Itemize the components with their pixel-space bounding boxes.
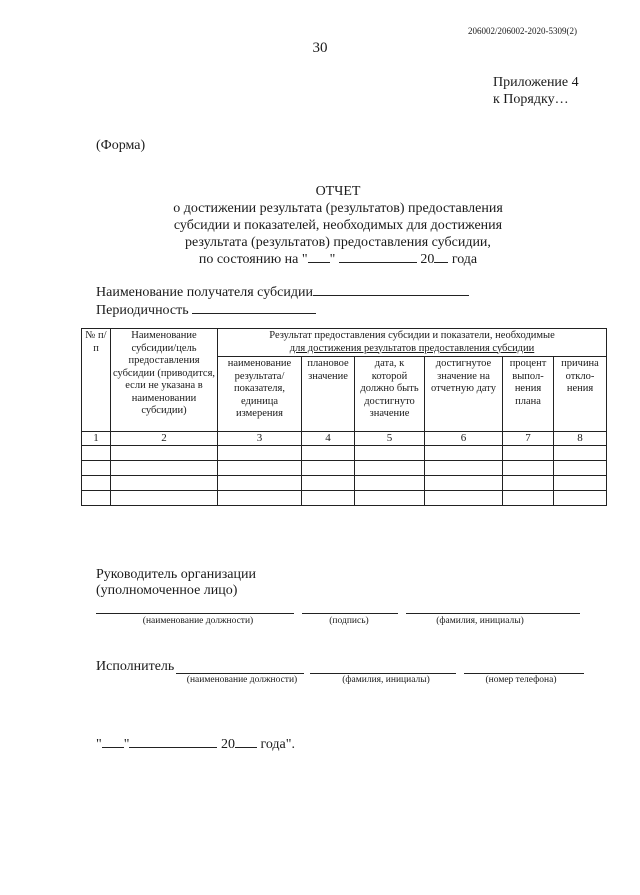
head-position-line[interactable]: [96, 613, 294, 614]
date-day-blank[interactable]: [102, 735, 124, 748]
column-number: 8: [554, 432, 607, 446]
title-line-2: о достижении результата (результатов) предоставления: [173, 201, 503, 216]
table-header-row: [82, 329, 607, 357]
column-number: 3: [218, 432, 302, 446]
column-number: 6: [425, 432, 503, 446]
table-cell[interactable]: [218, 491, 302, 506]
head-name-line[interactable]: [406, 613, 580, 614]
table-cell[interactable]: [355, 461, 425, 476]
table-cell[interactable]: [111, 446, 218, 461]
table-row: [82, 446, 607, 461]
title-line-1: ОТЧЕТ: [315, 184, 361, 199]
head-signature-block: [96, 567, 256, 599]
head-title-line-2: (уполномоченное лицо): [96, 583, 238, 598]
executor-phone-line[interactable]: [464, 673, 584, 674]
head-signature-line[interactable]: [302, 613, 398, 614]
column-number-row: [82, 432, 607, 446]
recipient-input[interactable]: [313, 283, 469, 296]
periodicity-label: Периодичность: [96, 303, 189, 318]
page-number: 30: [312, 40, 328, 56]
table-cell[interactable]: [355, 446, 425, 461]
table-cell[interactable]: [302, 446, 355, 461]
table-cell[interactable]: [218, 461, 302, 476]
year-word: года: [451, 252, 478, 267]
group-header-line-1: Результат предоставления субсидии и показатели, необходимые: [269, 330, 555, 341]
annex-line-2: к Порядку…: [493, 92, 569, 107]
title-line-4: результата (результатов) предоставления субсидии,: [185, 235, 491, 250]
header-group: [218, 329, 607, 357]
date-line: [96, 735, 295, 753]
header-plan-percent: процент выпол-нения плана: [503, 357, 554, 432]
header-planned-value: плановое значение: [302, 357, 355, 432]
date-year-blank[interactable]: [235, 735, 257, 748]
caption-executor-position: (наименование должности): [186, 675, 298, 685]
report-table: [81, 328, 607, 506]
header-subsidy: Наименование субсидии/цель предоставления субсидии (приводится, если не указана в наименовании субсидии): [111, 329, 218, 432]
table-cell[interactable]: [503, 461, 554, 476]
caption-executor-phone: (номер телефона): [485, 675, 557, 685]
table-cell[interactable]: [82, 491, 111, 506]
recipient-fields: [96, 283, 469, 319]
column-number: 1: [82, 432, 111, 446]
table-cell[interactable]: [111, 491, 218, 506]
column-number: 4: [302, 432, 355, 446]
head-title-line-1: Руководитель организации: [96, 567, 256, 582]
document-number: 206002/206002-2020-5309(2): [468, 26, 577, 36]
executor-label: Исполнитель: [96, 659, 175, 674]
title-line-3: субсидии и показателей, необходимых для достижения: [173, 218, 503, 233]
caption-name: (фамилия, инициалы): [436, 616, 524, 626]
date-quote-close: ": [123, 737, 130, 752]
column-number: 7: [503, 432, 554, 446]
column-number: 2: [111, 432, 218, 446]
day-blank[interactable]: [308, 251, 330, 263]
table-cell[interactable]: [554, 476, 607, 491]
table-cell[interactable]: [82, 476, 111, 491]
table-cell[interactable]: [503, 491, 554, 506]
year-blank[interactable]: [434, 251, 448, 263]
table-cell[interactable]: [302, 491, 355, 506]
table-cell[interactable]: [82, 461, 111, 476]
table-cell[interactable]: [425, 446, 503, 461]
date-year-word: года".: [260, 737, 295, 752]
header-target-date: дата, к которой должно быть достигнуто значение: [355, 357, 425, 432]
table-cell[interactable]: [355, 476, 425, 491]
executor-name-line[interactable]: [310, 673, 456, 674]
table-cell[interactable]: [302, 461, 355, 476]
title-line-5: [0, 251, 640, 268]
header-number: № п/п: [82, 329, 111, 432]
caption-executor-name: (фамилия, инициалы): [342, 675, 430, 685]
date-month-blank[interactable]: [129, 735, 217, 748]
periodicity-input[interactable]: [192, 301, 316, 314]
annex-reference: [493, 74, 579, 108]
table-cell[interactable]: [554, 446, 607, 461]
table-cell[interactable]: [355, 491, 425, 506]
caption-position: (наименование должности): [142, 616, 254, 626]
table-cell[interactable]: [425, 491, 503, 506]
date-quote: ": [329, 252, 336, 267]
header-result-name: наименование результата/ показателя, единица измерения: [218, 357, 302, 432]
caption-signature: (подпись): [329, 616, 369, 626]
month-blank[interactable]: [339, 251, 417, 263]
table-cell[interactable]: [218, 446, 302, 461]
table-cell[interactable]: [218, 476, 302, 491]
group-header-line-2: для достижения результатов предоставления субсидии: [289, 342, 535, 354]
report-title: [0, 183, 640, 268]
recipient-label: Наименование получателя субсидии: [96, 285, 313, 300]
table-cell[interactable]: [554, 461, 607, 476]
annex-line-1: Приложение 4: [493, 75, 579, 90]
date-year-prefix: 20: [220, 737, 235, 752]
table-row: [82, 461, 607, 476]
table-cell[interactable]: [425, 476, 503, 491]
table-cell[interactable]: [111, 476, 218, 491]
date-quote-open: ": [96, 737, 102, 752]
table-row: [82, 491, 607, 506]
table-cell[interactable]: [302, 476, 355, 491]
table-cell[interactable]: [503, 446, 554, 461]
form-label: (Форма): [96, 138, 146, 153]
table-cell[interactable]: [554, 491, 607, 506]
table-cell[interactable]: [82, 446, 111, 461]
column-number: 5: [355, 432, 425, 446]
table-cell[interactable]: [111, 461, 218, 476]
table-row: [82, 476, 607, 491]
year-prefix: 20: [420, 252, 435, 267]
periodicity-row: [96, 301, 469, 319]
table-cell[interactable]: [425, 461, 503, 476]
header-deviation-reason: причина откло-нения: [554, 357, 607, 432]
table-cell[interactable]: [503, 476, 554, 491]
recipient-row: [96, 283, 469, 301]
header-achieved-value: достигнутое значение на отчетную дату: [425, 357, 503, 432]
date-prefix: по состоянию на ": [198, 252, 308, 267]
executor-position-line[interactable]: [176, 673, 304, 674]
